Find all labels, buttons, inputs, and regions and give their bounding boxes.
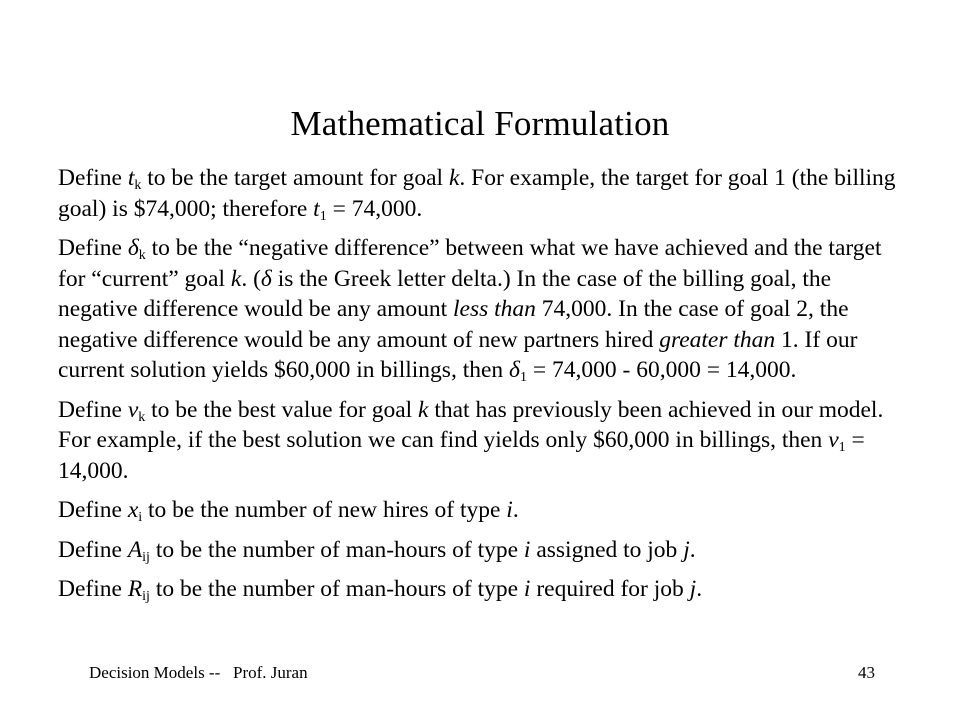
text: to be the number of man-hours of type — [149, 536, 524, 563]
subscript: ij — [142, 549, 150, 565]
text: to be the target amount for goal — [141, 165, 449, 191]
math-variable: A — [127, 536, 143, 563]
math-variable: k — [418, 396, 429, 423]
text: . — [696, 576, 703, 602]
text: 1. If our current solution yields $60,000 in billings, then — [58, 326, 858, 383]
math-variable: i — [523, 576, 531, 602]
math-variable: δ — [260, 265, 272, 292]
subscript: i — [138, 510, 143, 525]
text: to be the number of man-hours of type — [149, 576, 524, 602]
slide-title: Mathematical Formulation — [290, 104, 670, 143]
math-variable: j — [689, 576, 697, 602]
text: to be the number of new hires of type — [142, 497, 507, 523]
text: assigned to job — [530, 536, 684, 563]
math-variable: v — [828, 427, 839, 453]
math-variable: δ — [509, 357, 520, 383]
math-variable: k — [448, 165, 460, 191]
definition-target — [58, 163, 908, 224]
text: = 14,000. — [58, 427, 865, 484]
text: = 74,000. — [326, 195, 423, 222]
math-variable: i — [506, 497, 513, 523]
text: Define — [58, 536, 128, 563]
text: . — [689, 536, 696, 563]
subscript: 1 — [319, 208, 327, 224]
emphasis: less than — [453, 296, 536, 322]
subscript: ij — [142, 589, 150, 604]
math-variable: v — [127, 396, 139, 423]
math-variable: k — [230, 265, 242, 292]
math-variable: δ — [127, 235, 139, 261]
text: is the Greek letter delta.) In the case of the billing goal, the negative difference would be any amount — [58, 265, 832, 322]
subscript: k — [138, 409, 146, 425]
subscript: k — [138, 248, 146, 263]
text: 74,000. In the case of goal 2, the negative difference would be any amount of new partners hired — [58, 296, 849, 353]
definition-new-hires — [58, 495, 908, 526]
definition-best-value — [58, 395, 908, 487]
math-variable: j — [683, 536, 690, 563]
definition-assigned-hours — [58, 535, 908, 566]
text: . For example, the target for goal 1 (the billing goal) is $74,000; therefore — [58, 165, 896, 222]
text: to be the “negative difference” between what we have achieved and the target for “current” goal — [58, 235, 882, 292]
text: Define — [58, 497, 128, 523]
footer-course-label: Decision Models -- Prof. Juran — [89, 663, 308, 682]
text: . — [512, 497, 519, 523]
text: Define — [58, 235, 128, 261]
subscript: k — [134, 178, 142, 193]
math-variable: x — [127, 497, 139, 523]
text: = 74,000 - 60,000 = 14,000. — [526, 357, 797, 383]
math-variable: i — [523, 536, 531, 563]
subscript: 1 — [519, 370, 527, 385]
text: required for job — [530, 576, 690, 602]
text: Define — [58, 396, 128, 423]
page-number: 43 — [858, 663, 875, 682]
definition-negative-difference — [58, 233, 908, 386]
math-variable: R — [127, 576, 143, 602]
emphasis: greater than — [659, 326, 776, 353]
math-variable: t — [127, 165, 135, 191]
definition-required-hours — [58, 574, 908, 605]
text: . ( — [241, 265, 261, 292]
text: Define — [58, 165, 128, 191]
text: that has previously been achieved in our model. For example, if the best solution we can find yields only $60,000 in billings, then — [58, 396, 884, 453]
subscript: 1 — [838, 440, 846, 455]
text: Define — [58, 576, 128, 602]
math-variable: t — [313, 195, 320, 222]
text: to be the best value for goal — [145, 396, 419, 423]
slide-body — [58, 163, 908, 614]
